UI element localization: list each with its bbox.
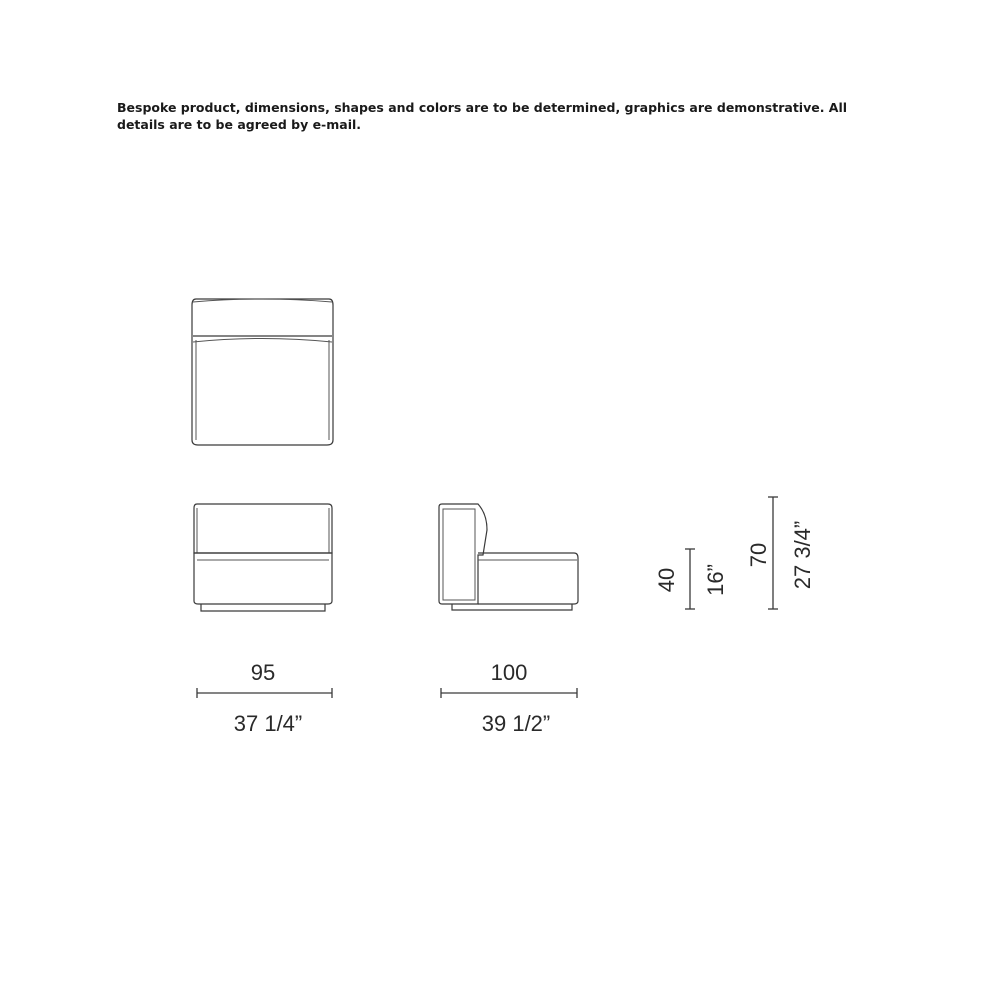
depth-inch-label: 39 1/2”	[481, 711, 551, 736]
seat-height-inch-label: 16”	[703, 564, 728, 596]
top-view	[192, 299, 333, 445]
total-height-dimension	[746, 497, 815, 609]
seat-height-cm-label: 40	[654, 567, 679, 593]
total-height-inch-label: 27 3/4”	[790, 520, 815, 590]
depth-dimension	[441, 660, 577, 736]
front-view	[194, 504, 332, 611]
width-dimension	[197, 660, 332, 736]
seat-height-dimension	[654, 549, 728, 609]
width-cm-label: 95	[250, 660, 276, 685]
total-height-cm-label: 70	[746, 542, 771, 568]
width-inch-label: 37 1/4”	[233, 711, 303, 736]
side-view	[439, 504, 578, 610]
depth-cm-label: 100	[490, 660, 528, 685]
disclaimer-text: Bespoke product, dimensions, shapes and colors are to be determined, graphics are demonstrative. All details are to be agreed by e-mail.	[117, 100, 848, 132]
